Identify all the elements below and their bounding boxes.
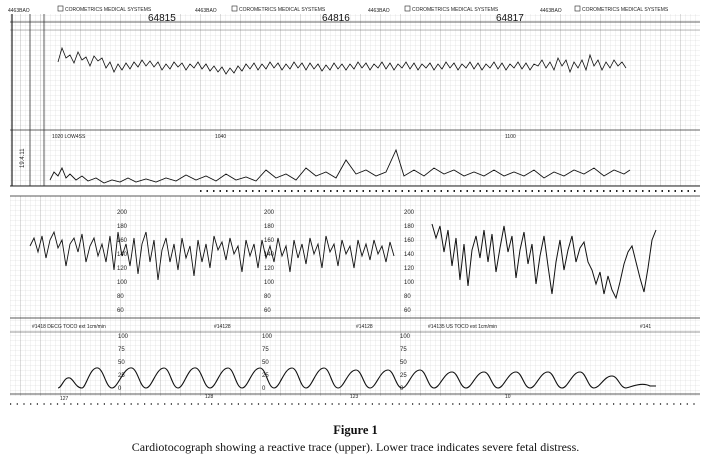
svg-text:75: 75 bbox=[400, 347, 407, 353]
svg-text:50: 50 bbox=[400, 360, 407, 366]
figure-caption: Cardiotocograph showing a reactive trace (upper). Lower trace indicates severe fetal distress. bbox=[131, 440, 580, 454]
upper-brand-2: COROMETRICS MEDICAL SYSTEMS bbox=[239, 7, 326, 13]
svg-text:180: 180 bbox=[404, 224, 415, 230]
lower-mid-code-2: #14128 bbox=[356, 324, 373, 330]
svg-text:60: 60 bbox=[117, 308, 124, 314]
upper-page-number-1: 64815 bbox=[148, 13, 176, 24]
bottom-mark-2: 128 bbox=[205, 394, 214, 400]
svg-text:80: 80 bbox=[264, 294, 271, 300]
upper-strip bbox=[8, 6, 700, 186]
upper-page-number-3: 64817 bbox=[496, 13, 524, 24]
svg-text:75: 75 bbox=[262, 347, 269, 353]
svg-text:75: 75 bbox=[118, 347, 125, 353]
svg-text:180: 180 bbox=[117, 224, 128, 230]
svg-text:120: 120 bbox=[264, 266, 275, 272]
bottom-mark-4: 10 bbox=[505, 394, 511, 400]
lower-left-annotation: #1418 DECG TOCO ext 1cm/min bbox=[32, 324, 106, 330]
upper-header-code-2: 4463BAO bbox=[195, 8, 217, 14]
lower-right-code: #141 bbox=[640, 324, 652, 330]
svg-text:100: 100 bbox=[264, 280, 275, 286]
svg-text:25: 25 bbox=[262, 373, 269, 379]
svg-text:100: 100 bbox=[117, 280, 128, 286]
time-mark-2: 1040 bbox=[215, 134, 227, 140]
upper-brand-1: COROMETRICS MEDICAL SYSTEMS bbox=[65, 7, 152, 13]
svg-text:100: 100 bbox=[262, 334, 273, 340]
lower-mid-code-1: #14128 bbox=[214, 324, 231, 330]
svg-text:0: 0 bbox=[400, 386, 404, 392]
svg-text:100: 100 bbox=[118, 334, 129, 340]
svg-text:60: 60 bbox=[404, 308, 411, 314]
lower-strip bbox=[10, 196, 700, 402]
time-mark-3: 1100 bbox=[505, 134, 516, 140]
time-mark-1: 1020 LOW4SS bbox=[52, 134, 86, 140]
svg-text:160: 160 bbox=[117, 238, 128, 244]
svg-text:60: 60 bbox=[264, 308, 271, 314]
svg-text:120: 120 bbox=[404, 266, 415, 272]
svg-text:100: 100 bbox=[404, 280, 415, 286]
svg-text:140: 140 bbox=[117, 252, 128, 258]
svg-text:200: 200 bbox=[117, 210, 128, 216]
bottom-mark-1: 127 bbox=[60, 396, 69, 402]
bottom-mark-3: 123 bbox=[350, 394, 359, 400]
svg-text:25: 25 bbox=[118, 373, 125, 379]
svg-text:200: 200 bbox=[404, 210, 415, 216]
upper-header-code-4: 4463BAO bbox=[540, 8, 562, 14]
upper-brand-3: COROMETRICS MEDICAL SYSTEMS bbox=[412, 7, 499, 13]
figure-label: Figure 1 bbox=[333, 423, 378, 437]
upper-page-number-2: 64816 bbox=[322, 13, 350, 24]
svg-text:25: 25 bbox=[400, 373, 407, 379]
svg-text:180: 180 bbox=[264, 224, 275, 230]
lower-right-annotation: #14135 US TOCO ext 1cm/min bbox=[428, 324, 498, 330]
upper-header-code-1: 4463BAO bbox=[8, 8, 30, 14]
svg-text:200: 200 bbox=[264, 210, 275, 216]
svg-text:50: 50 bbox=[118, 360, 125, 366]
svg-text:0: 0 bbox=[262, 386, 266, 392]
upper-header-code-3: 4463BAO bbox=[368, 8, 390, 14]
svg-text:140: 140 bbox=[264, 252, 275, 258]
svg-text:120: 120 bbox=[117, 266, 128, 272]
handwritten-date: 19.4.11 bbox=[20, 148, 26, 168]
svg-text:160: 160 bbox=[264, 238, 275, 244]
svg-text:80: 80 bbox=[117, 294, 124, 300]
svg-text:100: 100 bbox=[400, 334, 411, 340]
svg-text:50: 50 bbox=[262, 360, 269, 366]
svg-text:160: 160 bbox=[404, 238, 415, 244]
svg-text:80: 80 bbox=[404, 294, 411, 300]
upper-brand-4: COROMETRICS MEDICAL SYSTEMS bbox=[582, 7, 669, 13]
svg-text:0: 0 bbox=[118, 386, 122, 392]
svg-text:140: 140 bbox=[404, 252, 415, 258]
